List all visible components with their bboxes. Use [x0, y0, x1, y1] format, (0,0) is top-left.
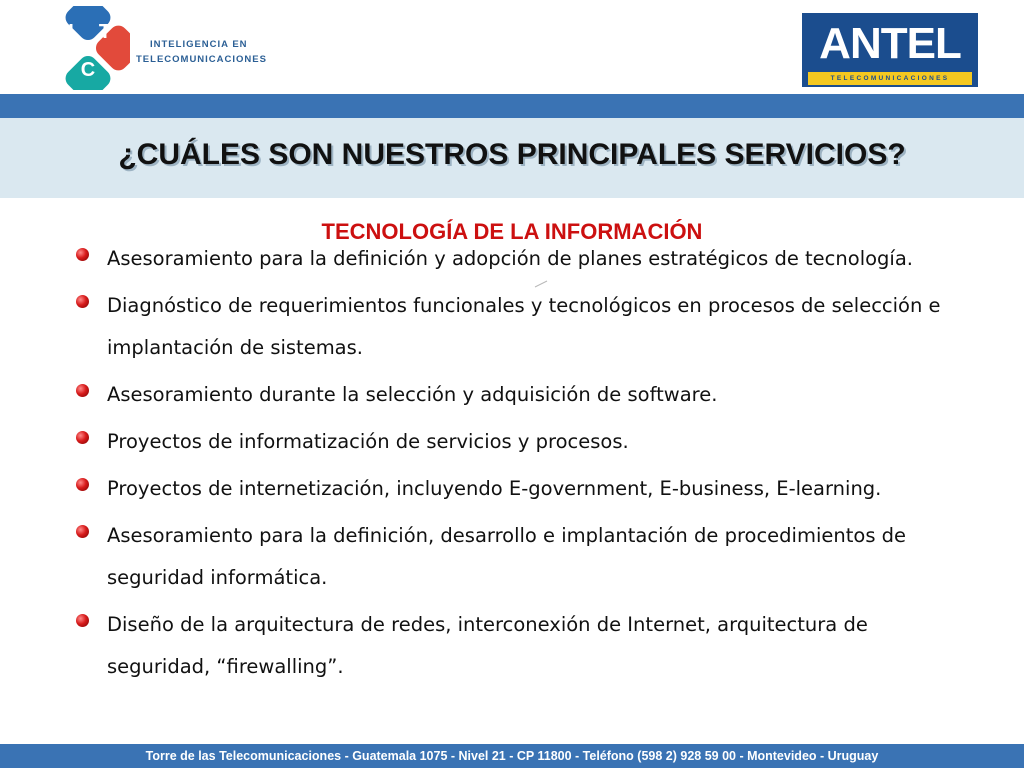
- itc-logo-letter-i: I: [68, 21, 74, 43]
- red-sphere-bullet-icon: [76, 295, 89, 308]
- antel-logo: [802, 13, 978, 87]
- antel-logo-word: ANTEL: [819, 19, 961, 68]
- footer-address: Torre de las Telecomunicaciones - Guatemala 1075 - Nivel 21 - CP 11800 - Teléfono (598 2) 928 59 00 - Montevideo - Uruguay: [0, 744, 1024, 768]
- red-sphere-bullet-icon: [76, 525, 89, 538]
- red-sphere-bullet-icon: [76, 248, 89, 261]
- list-item-text: Diagnóstico de requerimientos funcionales y tecnológicos en procesos de selección e implantación de sistemas.: [107, 294, 941, 359]
- list-item-text: Proyectos de internetización, incluyendo E-government, E-business, E-learning.: [107, 477, 882, 500]
- antel-logo-tagline: TELECOMUNICACIONES: [808, 72, 972, 85]
- list-item-text: Diseño de la arquitectura de redes, interconexión de Internet, arquitectura de seguridad, “firewalling”.: [107, 613, 868, 678]
- itc-logo-letter-c: C: [80, 59, 96, 81]
- list-item: [74, 515, 974, 599]
- service-list: [74, 238, 974, 693]
- stray-stroke: [534, 280, 548, 288]
- list-item: [74, 604, 974, 688]
- list-item: [74, 468, 974, 510]
- itc-logo-letter-t: T: [98, 21, 112, 43]
- red-sphere-bullet-icon: [76, 478, 89, 491]
- list-item-text: Asesoramiento para la definición y adopción de planes estratégicos de tecnología.: [107, 247, 913, 270]
- list-item: [74, 374, 974, 416]
- red-sphere-bullet-icon: [76, 384, 89, 397]
- red-sphere-bullet-icon: [76, 614, 89, 627]
- list-item-text: Asesoramiento para la definición, desarrollo e implantación de procedimientos de seguridad informática.: [107, 524, 907, 589]
- red-sphere-bullet-icon: [76, 431, 89, 444]
- header-divider-bar: [0, 94, 1024, 118]
- list-item-text: Asesoramiento durante la selección y adquisición de software.: [107, 383, 718, 406]
- slide-title: ¿CUÁLES SON NUESTROS PRINCIPALES SERVICIOS?: [118, 138, 906, 171]
- itc-name: [136, 37, 267, 67]
- slide-header: [0, 0, 1024, 94]
- list-item: [74, 285, 974, 369]
- itc-name-line2: TELECOMUNICACIONES: [136, 54, 267, 65]
- itc-logo: [46, 6, 130, 90]
- list-item: [74, 421, 974, 463]
- section-subtitle: TECNOLOGÍA DE LA INFORMACIÓN: [321, 219, 703, 244]
- list-item-text: Proyectos de informatización de servicios y procesos.: [107, 430, 629, 453]
- itc-name-line1: INTELIGENCIA EN: [150, 39, 248, 50]
